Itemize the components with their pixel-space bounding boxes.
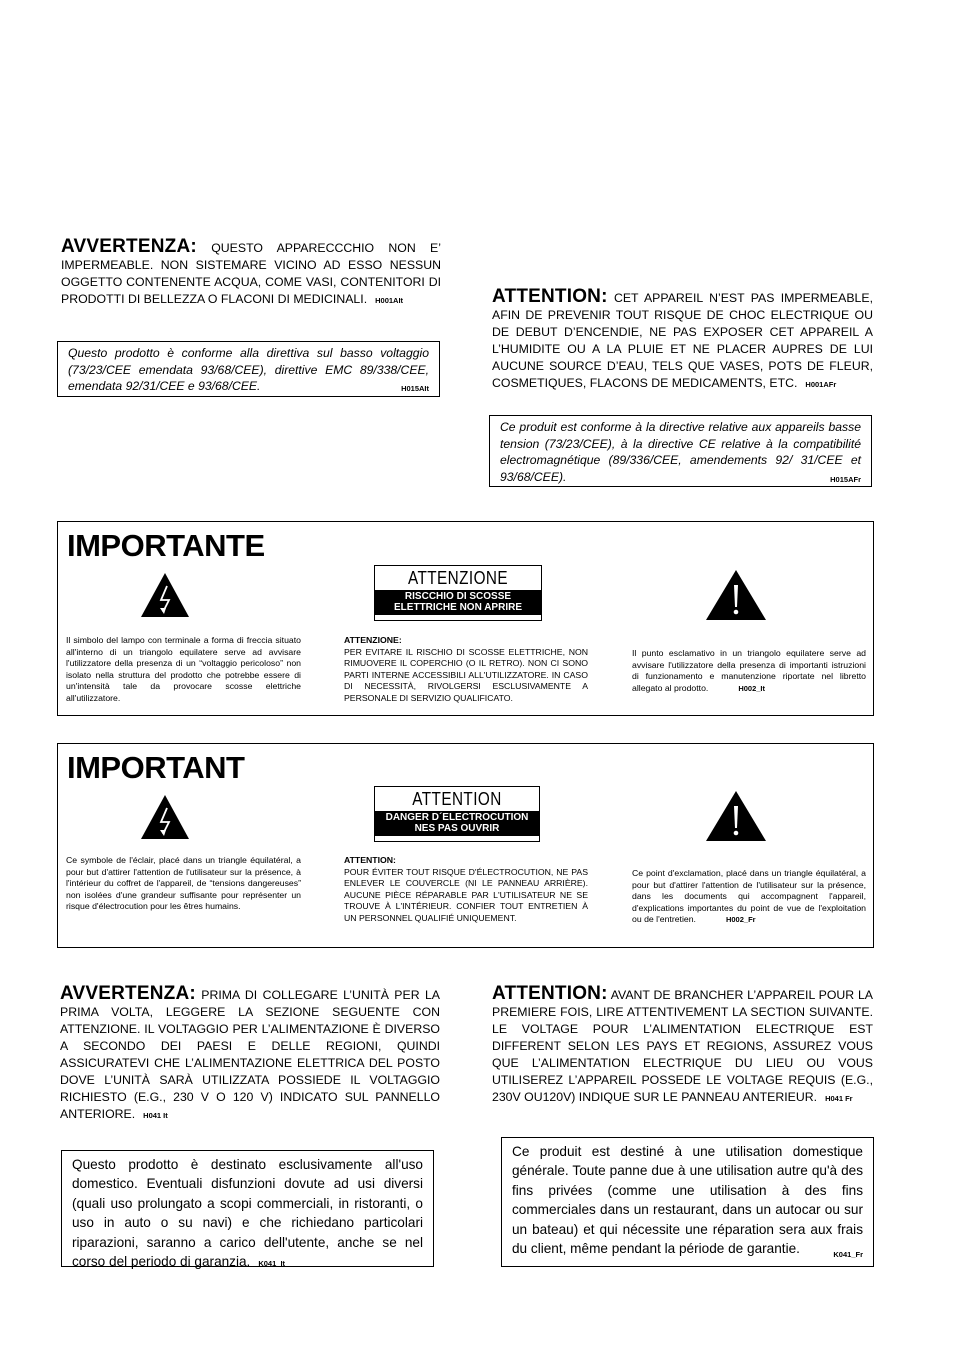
important-code: H002_Fr [725, 915, 756, 924]
fr-warning-voltage [492, 985, 873, 1107]
attention-label-line-2: NES PAS OUVRIR [414, 823, 500, 834]
importante-right-col [632, 648, 866, 694]
important-left-text: Ce symbole de l'éclair, placé dans un triangle équilatéral, a pour but d'attirer l'attention de l'utilisateur sur la présence, à l'intérieur du coffret de l'appareil, de “tensions dangereuses” non isolées d'une grandeur suffisante pour représenter un risque d'électrocution pour les êtres humains. [66, 855, 301, 911]
it-warning-text: QUESTO APPARECCCHIO NON E’ IMPERMEABLE. NON SISTEMARE VICINO AD ESSO NESSUN OGGETTO CONTENENTE ACQUA, COME VASI, CONTENITORI DI PRODOTTI DI BELLEZZA O FLACONI DI MEDICINALI. [61, 241, 441, 306]
attention-label [374, 786, 540, 842]
fr-voltage-lead: ATTENTION: [492, 983, 608, 1004]
lightning-triangle-icon [140, 572, 190, 618]
attenzione-label-top: ATTENZIONE [407, 567, 509, 588]
fr-voltage-text: AVANT DE BRANCHER L’APPAREIL POUR LA PREMIERE FOIS, LIRE ATTENTIVEMENT LA SECTION SUIVANTE. LE VOLTAGE POUR L’ALIMENTATION ELECTRIQUE EST DIFFERENT SELON LES PAYS ET REGIONS, ASSUREZ VOUS QUE L’ALIMENTATION ELECTRIQUE DU LIEU OU VOUS UTILISEREZ L’APPAREIL POSSEDE LE VOLTAGE REQUIS (E.G., 230V OU120V) INDIQUE SUR LE PANNEAU ANTERIEUR. [492, 988, 873, 1104]
attenzione-label [374, 565, 542, 621]
important-title: IMPORTANT [67, 750, 245, 785]
importante-center-col [344, 635, 588, 704]
importante-title: IMPORTANTE [67, 528, 265, 563]
important-panel [57, 743, 874, 948]
exclamation-triangle-icon [705, 790, 767, 842]
fr-domestic-box [501, 1137, 874, 1267]
it-voltage-text: PRIMA DI COLLEGARE L’UNITÀ PER LA PRIMA VOLTA, LEGGERE LA SEZIONE SEGUENTE CON ATTENZIONE. IL VOLTAGGIO PER L’ALIMENTAZIONE È DIVERSO A SECONDO DEI PAESI E DELLE REGIONI, QUINDI ASSICURATEVI CHE L’ALIMENTAZIONE ELETTRICA DEL POSTO DOVE L’UNITÀ SARÀ UTILIZZATA POSSIEDE IL VOLTAGGIO RICHIESTO (E.G., 230 V O 120 V) INDICATO SUL PANNELLO ANTERIORE. [60, 988, 440, 1121]
it-voltage-code: H041 It [143, 1111, 168, 1120]
lightning-triangle-icon [140, 794, 190, 840]
importante-code: H002_It [738, 683, 766, 693]
it-conformity-text: Questo prodotto è conforme alla direttiva sul basso voltaggio (73/23/CEE emendata 93/68/CEE), direttive EMC 89/338/CEE, emendata 92/31/CEE e 93/68/CEE. [68, 346, 429, 393]
attention-label-line-1: DANGER D´ELECTROCUTION [385, 812, 529, 823]
it-conformity-code: H015AIt [401, 384, 429, 393]
important-center-col [344, 855, 588, 924]
exclamation-triangle-icon [705, 569, 767, 621]
fr-voltage-code: H041 Fr [825, 1094, 853, 1103]
it-conformity-box [57, 341, 440, 397]
it-warning-voltage [60, 985, 440, 1124]
fr-warning-water [492, 288, 873, 393]
it-domestic-code: K041_It [258, 1259, 286, 1269]
attenzione-label-line-2: ELETTRICHE NON APRIRE [394, 602, 522, 613]
importante-center-text: PER EVITARE IL RISCHIO DI SCOSSE ELETTRICHE, NON RIMUOVERE IL COPERCHIO (O IL RETRO). NON CI SONO PARTI INTERNE ACCESSIBILI ALL'UTILIZZATORE. IN CASO DI NECESSITÀ, RIVOLGERSI ESCLUSIVAMENTE A PERSONALE DI SERVIZIO QUALIFICATO. [344, 646, 588, 703]
it-voltage-lead: AVVERTENZA: [60, 983, 196, 1004]
important-right-text: Ce point d'exclamation, placé dans un triangle équilatéral, a pour but d'attirer l'attention de l'utilisateur sur la présence, dans les documents qui accompagnent l'appareil, d'explications importantes du point de vue de l'exploitation ou de l'entretien. [632, 868, 866, 924]
attenzione-label-bottom [375, 590, 541, 615]
attention-label-bottom [375, 811, 539, 836]
important-right-col [632, 868, 866, 926]
it-warning-lead: AVVERTENZA: [61, 236, 197, 257]
fr-warning-text: CET APPAREIL N’EST PAS IMPERMEABLE, AFIN DE PREVENIR TOUT RISQUE DE CHOC ELECTRIQUE OU DE DEBUT D’ENCENDIE, NE PAS EXPOSER CET APPAREIL A L’HUMIDITE OU A LA PLUIE ET NE PLACER AUPRES DE LUI AUCUNE SOURCE D’EAU, TELS QUE VASES, POTS DE FLEUR, COSMETIQUES, FLACONS DE MEDICAMENTS, ETC. [492, 291, 873, 390]
importante-left-text: Il simbolo del lampo con terminale a forma di freccia situato all'interno di un triangolo equilatere serve ad avvisare l'utilizzatore della presenza di un “voltaggio pericoloso” non isolato nella struttura del prodotto che potrebbe essere di un'intensità tale da provocare scosse elettriche all'utilizzatore. [66, 635, 301, 703]
fr-conformity-code: H015AFr [830, 474, 861, 484]
it-domestic-text: Questo prodotto è destinato esclusivamente all'uso domestico. Eventuali disfunzioni dovute ad usi diversi (quali uso prolungato a scopi commerciali, in ristoranti, o uso in auto o su navi) e che richiedano particolari riparazioni, saranno a carico dell'utente, anche se nel corso del periodo di garanzia. [72, 1157, 423, 1270]
fr-warning-code: H001AFr [805, 380, 837, 389]
it-warning-code: H001AIt [375, 296, 404, 305]
it-domestic-box [61, 1150, 434, 1270]
importante-panel [57, 521, 874, 716]
fr-warning-lead: ATTENTION: [492, 286, 608, 307]
fr-domestic-code: K041_Fr [833, 1250, 863, 1260]
fr-conformity-box [489, 415, 872, 487]
it-warning-water [61, 238, 441, 309]
fr-domestic-text: Ce produit est destiné à une utilisation domestique générale. Toute panne due à une utilisation autre qu'à des fins privées (comme une utilisation à des fins commerciales dans un restaurant, dans un autocar ou sur un bateau) et qui nécessite une réparation sera aux frais du client, même pendant la période de garantie. [512, 1144, 863, 1257]
important-center-text: POUR ÉVITER TOUT RISQUE D'ÉLECTROCUTION, NE PAS ENLEVER LE COUVERCLE (NI LE PANNEAU ARRIÈRE). AUCUNE PIÈCE RÉPARABLE PAR L'UTILISATEUR NE SE TROUVE À L'INTÉRIEUR. CONFIER TOUT ENTRETIEN À UN PERSONNEL QUALIFIÉ UNIQUEMENT. [344, 866, 588, 923]
attention-label-top: ATTENTION [412, 788, 502, 809]
attenzione-label-line-1: RISCCHIO DI SCOSSE [404, 591, 512, 602]
importante-right-text: Il punto esclamativo in un triangolo equilatere serve ad avvisare l'utilizzatore della presenza di importanti istruzioni di funzionamento e manutenzione riportate nel libretto allegato al prodotto. [632, 648, 866, 693]
fr-conformity-text: Ce produit est conforme à la directive relative aux appareils basse tension (73/23/CEE), à la directive CE relative à la compatibilité electromagnétique (89/336/CEE, amendements 92/ 31/CEE et 93/68/CEE). [500, 420, 861, 484]
important-center-heading: ATTENTION: [344, 855, 396, 865]
importante-center-heading: ATTENZIONE: [344, 635, 402, 645]
